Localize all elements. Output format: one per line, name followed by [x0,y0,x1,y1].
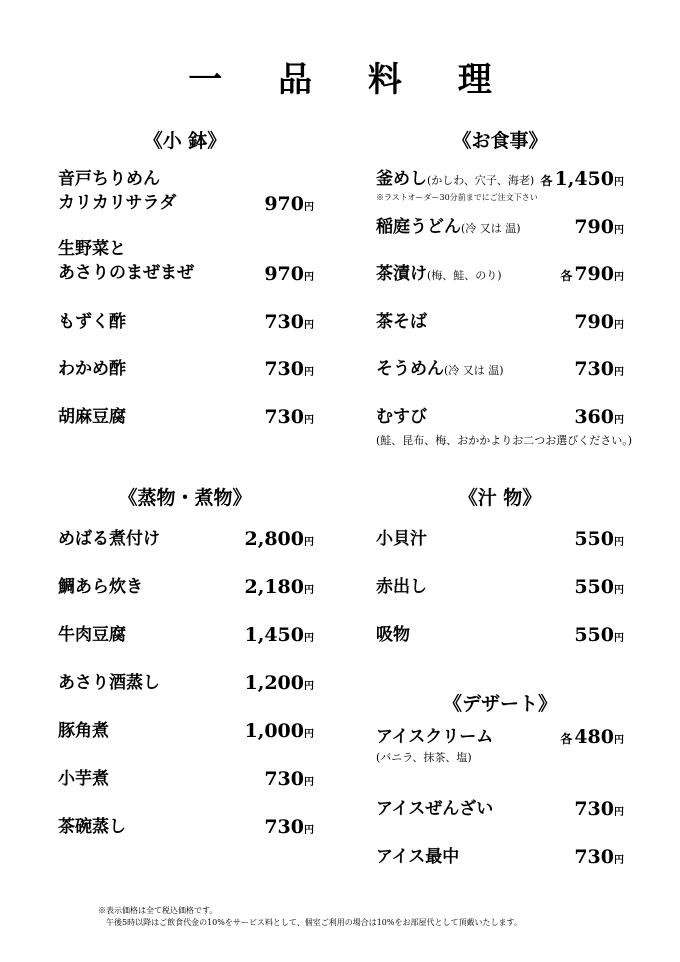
price-value: 2,180 [244,576,304,598]
section-mushi-heading: 《蒸物・煮物》 [118,487,252,509]
yen-unit: 円 [304,272,314,283]
item-name-sub: (かしわ、穴子、海老) [427,174,535,187]
yen-unit: 円 [304,320,314,331]
menu-item-somen [376,357,624,383]
item-price [540,167,624,195]
item-name-main: 釜めし [376,169,427,189]
item-price [560,725,624,753]
footer-service-note: 午後5時以降はご飲食代金の10%をサービス料として、個室ご利用の場合は10%をお部屋代として頂戴いたします。 [106,918,522,927]
price-value: 360 [574,406,614,428]
item-name: 茶そば [376,312,427,332]
item-price [264,192,314,220]
menu-item-musubi [376,405,633,453]
item-price [264,310,314,338]
yen-unit: 円 [614,320,624,331]
item-name: 小芋煮 [58,769,109,789]
item-price [574,575,624,603]
menu-item-ice-zenzai [376,797,624,823]
menu-item-ice-monaka [376,845,624,871]
menu-item-kogai-jiru [376,527,624,553]
item-name [376,167,534,193]
page-title: 一 品 料 理 [188,60,514,100]
price-value: 730 [264,406,304,428]
price-value: 550 [574,576,614,598]
footer-tax-note: ※表示価格は全て税込価格です。 [98,906,218,915]
menu-item-onto-chirimen [58,167,314,217]
menu-item-tai-ara [58,575,314,601]
price-value: 730 [574,798,614,820]
item-name: あさり酒蒸し [58,673,160,693]
item-price [264,767,314,795]
item-price [245,671,315,699]
item-price [245,575,315,603]
item-name-line1: 音戸ちりめん [58,169,160,189]
item-name: アイス最中 [376,847,460,867]
each-label: 各 [560,269,573,283]
menu-item-goma-dofu [58,405,314,431]
yen-unit: 円 [614,415,624,426]
item-name: 小貝汁 [376,529,427,549]
item-name [58,237,194,285]
price-value: 730 [264,816,304,838]
item-name: めばる煮付け [58,529,160,549]
item-name-sub: (冷 又は 温) [444,364,504,377]
item-name-line2: あさりのまぜまぜ [58,263,194,283]
item-name: 豚角煮 [58,721,109,741]
each-label: 各 [560,732,573,746]
item-price [574,357,624,385]
item-note: ※ラストオーダー30分前までにご注文下さい [376,193,538,202]
yen-unit: 円 [614,537,624,548]
yen-unit: 円 [304,202,314,213]
price-value: 730 [574,358,614,380]
item-name-line2: カリカリサラダ [58,193,177,213]
yen-unit: 円 [614,735,624,746]
price-value: 1,200 [244,672,304,694]
menu-item-suimono [376,623,624,649]
price-value: 550 [574,624,614,646]
yen-unit: 円 [614,807,624,818]
item-price [264,262,314,290]
yen-unit: 円 [304,367,314,378]
item-name-main: 茶漬け [376,264,427,284]
yen-unit: 円 [614,272,624,283]
item-price [245,527,315,555]
item-price [264,815,314,843]
price-value: 790 [574,263,614,285]
item-price [574,310,624,338]
price-value: 480 [574,726,614,748]
item-name: わかめ酢 [58,359,126,379]
price-value: 550 [574,528,614,550]
each-label: 各 [540,174,553,188]
price-value: 1,000 [244,720,304,742]
yen-unit: 円 [614,585,624,596]
menu-item-gyuniku-dofu [58,623,314,649]
item-name: むすび [376,407,427,427]
item-note: (バニラ、抹茶、塩) [376,751,472,764]
menu-item-wakame-su [58,357,314,383]
item-name-main: 稲庭うどん [376,217,461,237]
item-price [574,215,624,243]
section-dessert-heading: 《デザート》 [442,693,557,715]
section-shiru-heading: 《汁 物》 [458,487,542,509]
price-value: 730 [264,768,304,790]
item-name: もずく酢 [58,312,126,332]
item-name: 牛肉豆腐 [58,625,126,645]
yen-unit: 円 [614,225,624,236]
item-note: (鮭、昆布、梅、おかかよりお二つお選びください。) [376,434,633,447]
menu-item-buta-kakuni [58,719,314,745]
section-kobachi-heading: 《小 鉢》 [143,130,227,152]
item-name: 赤出し [376,577,427,597]
menu-item-akadashi [376,575,624,601]
yen-unit: 円 [614,633,624,644]
item-name: 茶碗蒸し [58,817,126,837]
yen-unit: 円 [614,177,624,188]
yen-unit: 円 [304,729,314,740]
item-name: 吸物 [376,625,410,645]
item-name-main: そうめん [376,359,444,379]
yen-unit: 円 [614,367,624,378]
yen-unit: 円 [304,585,314,596]
menu-item-asari-sakamushi [58,671,314,697]
menu-item-inaniwa-udon [376,215,624,241]
price-value: 1,450 [244,624,304,646]
price-value: 970 [264,263,304,285]
yen-unit: 円 [614,855,624,866]
yen-unit: 円 [304,633,314,644]
yen-unit: 円 [304,681,314,692]
item-name: アイスクリーム [376,727,494,747]
item-name: 胡麻豆腐 [58,407,126,427]
menu-item-mebaru [58,527,314,553]
yen-unit: 円 [304,777,314,788]
item-name: アイスぜんざい [376,799,494,819]
menu-item-mozuku-su [58,310,314,336]
yen-unit: 円 [304,415,314,426]
yen-unit: 円 [304,537,314,548]
price-value: 730 [264,311,304,333]
item-name [58,167,176,215]
price-value: 730 [264,358,304,380]
menu-item-ice-cream [376,725,624,771]
item-price [264,357,314,385]
item-price [245,623,315,651]
menu-item-chasoba [376,310,624,336]
yen-unit: 円 [304,825,314,836]
price-value: 1,450 [554,168,614,190]
menu-item-koimo-ni [58,767,314,793]
item-price [245,719,315,747]
menu-item-namayasai-asari [58,237,314,287]
item-name-line1: 生野菜と [58,239,126,259]
menu-item-chazuke [376,262,624,288]
item-name [376,215,521,241]
item-name [376,262,502,288]
price-value: 970 [264,193,304,215]
section-oshokuji-heading: 《お食事》 [452,130,548,152]
item-name-sub: (梅、鮭、のり) [427,269,502,282]
item-price [560,262,624,290]
item-price [574,623,624,651]
item-price [574,845,624,873]
item-price [574,405,624,433]
price-value: 790 [574,216,614,238]
item-name: 鯛あら炊き [58,577,143,597]
item-name [376,357,504,383]
item-name-sub: (冷 又は 温) [461,222,521,235]
price-value: 730 [574,846,614,868]
price-value: 790 [574,311,614,333]
item-price [574,527,624,555]
menu-item-kamameshi [376,167,624,207]
menu-item-chawanmushi [58,815,314,841]
item-price [574,797,624,825]
item-price [264,405,314,433]
price-value: 2,800 [244,528,304,550]
